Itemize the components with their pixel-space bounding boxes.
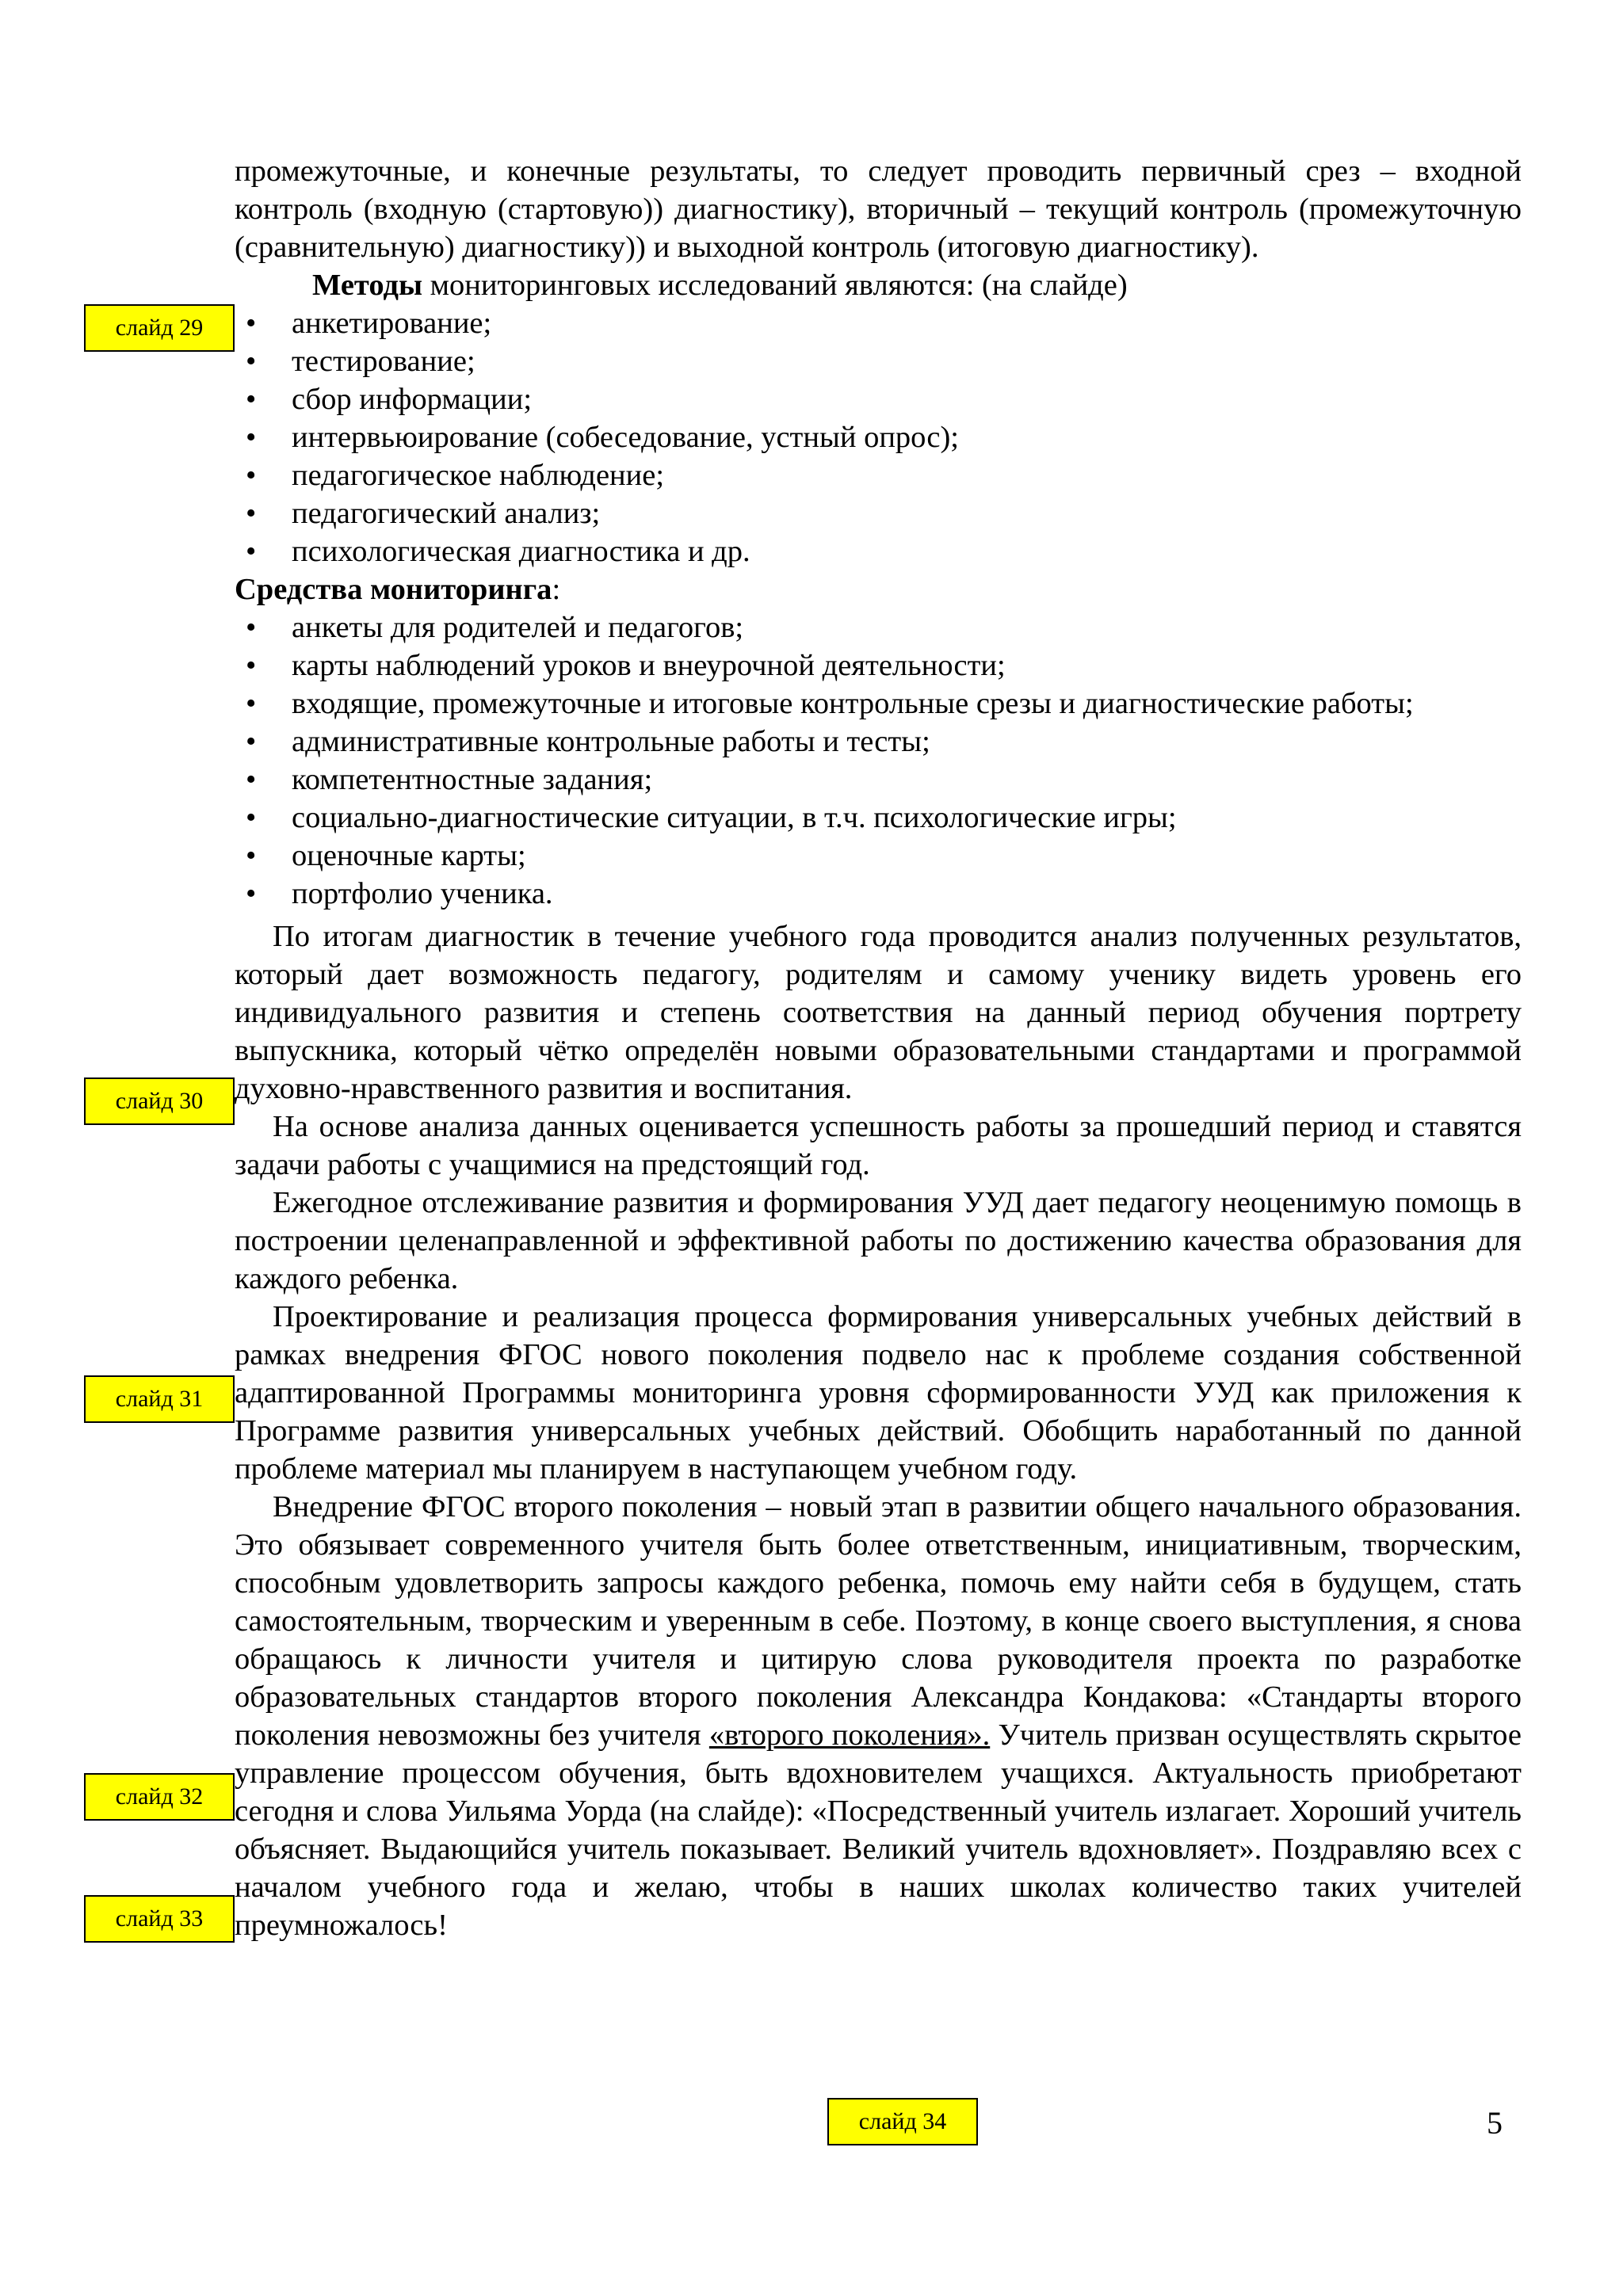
list-item: • социально-диагностические ситуации, в т.ч. психологические игры;: [235, 799, 1522, 837]
annual-tracking-paragraph: Ежегодное отслеживание развития и формирования УУД дает педагогу неоценимую помощь в построении целенаправленной и эффективной работы по достижению качества образования для каждого ребенка.: [235, 1186, 1522, 1295]
list-item: • карты наблюдений уроков и внеурочной деятельности;: [235, 646, 1522, 685]
list-item: • педагогическое наблюдение;: [235, 456, 1522, 494]
methods-bold: Методы: [312, 269, 422, 302]
list-item: • портфолио ученика.: [235, 875, 1522, 913]
list-item: • административные контрольные работы и тесты;: [235, 723, 1522, 761]
tools-heading-colon: :: [552, 573, 561, 606]
slide-tag-30: слайд 30: [84, 1077, 235, 1125]
list-item: • психологическая диагностика и др.: [235, 532, 1522, 570]
slide-tag-33: слайд 33: [84, 1895, 235, 1943]
slide-tag-34: слайд 34: [827, 2098, 978, 2145]
list-item: • анкетирование;: [235, 304, 1522, 342]
conclusion-underlined-quote: «второго поколения».: [708, 1718, 991, 1752]
methods-heading-rest: мониторинговых исследований являются: (на слайде): [422, 269, 1128, 302]
tools-bold: Средства мониторинга: [235, 573, 552, 606]
methods-heading: [235, 266, 1522, 304]
list-item: • сбор информации;: [235, 380, 1522, 418]
design-paragraph: Проектирование и реализация процесса формирования универсальных учебных действий в рамках внедрения ФГОС нового поколения подвело нас к проблеме создания собственной адаптированной Программы мониторинга уровня сформированности УУД как приложения к Программе развития универсальных учебных действий. Обобщить наработанный по данной проблеме материал мы планируем в наступающем учебном году.: [235, 1300, 1522, 1486]
tools-heading: [235, 570, 1522, 608]
list-item: • анкеты для родителей и педагогов;: [235, 608, 1522, 646]
results-paragraph: По итогам диагностик в течение учебного года проводится анализ полученных результатов, который дает возможность педагогу, родителям и самому ученику видеть уровень его индивидуального развития и степень соответствия на данный период обучения портрету выпускника, который чётко определён новыми образовательными стандартами и программой духовно-нравственного развития и воспитания.: [235, 920, 1522, 1105]
intro-paragraph: промежуточные, и конечные результаты, то следует проводить первичный срез – входной контроль (входную (стартовую)) диагностику), вторичный – текущий контроль (промежуточную (сравнительную) диагностику)) и выходной контроль (итоговую диагностику).: [235, 154, 1522, 264]
conclusion-paragraph: [235, 1488, 1522, 1944]
methods-list: [235, 304, 1522, 570]
list-item: • компетентностные задания;: [235, 761, 1522, 799]
list-item: • педагогический анализ;: [235, 494, 1522, 532]
conclusion-part-a: Внедрение ФГОС второго поколения – новый этап в развитии общего начального образования. Это обязывает современного учителя быть более ответственным, инициативным, творческим, способным удовлетворить запросы каждого ребенка, помочь ему найти себя в будущем, стать самостоятельным, творческим и уверенным в себе. Поэтому, в конце своего выступления, я снова обращаюсь к личности учителя и цитирую слова руководителя проекта по разработке образовательных стандартов второго поколения Александра Кондакова: «Стандарты второго поколения невозможны без учителя: [235, 1490, 1522, 1752]
list-item: • оценочные карты;: [235, 837, 1522, 875]
page-number: 5: [1487, 2105, 1503, 2141]
conclusion-part-b: Учитель призван осуществлять скрытое управление процессом обучения, быть вдохновителем учащихся. Актуальность приобретают сегодня и слова Уильяма Уорда (на слайде): «Посредственный учитель излагает. Хороший учитель объясняет. Выдающийся учитель показывает. Великий учитель вдохновляет». Поздравляю всех с началом учебного года и желаю, чтобы в наших школах количество таких учителей преумножалось!: [235, 1718, 1522, 1942]
analysis-paragraph: На основе анализа данных оценивается успешность работы за прошедший период и ставятся задачи работы с учащимися на предстоящий год.: [235, 1110, 1522, 1181]
slide-tag-29: слайд 29: [84, 304, 235, 352]
slide-tag-32: слайд 32: [84, 1773, 235, 1821]
list-item: • тестирование;: [235, 342, 1522, 380]
tools-list: [235, 608, 1522, 913]
list-item: • входящие, промежуточные и итоговые контрольные срезы и диагностические работы;: [235, 685, 1522, 723]
body-text: [235, 152, 1522, 1944]
slide-tag-31: слайд 31: [84, 1375, 235, 1423]
list-item: • интервьюирование (собеседование, устный опрос);: [235, 418, 1522, 456]
